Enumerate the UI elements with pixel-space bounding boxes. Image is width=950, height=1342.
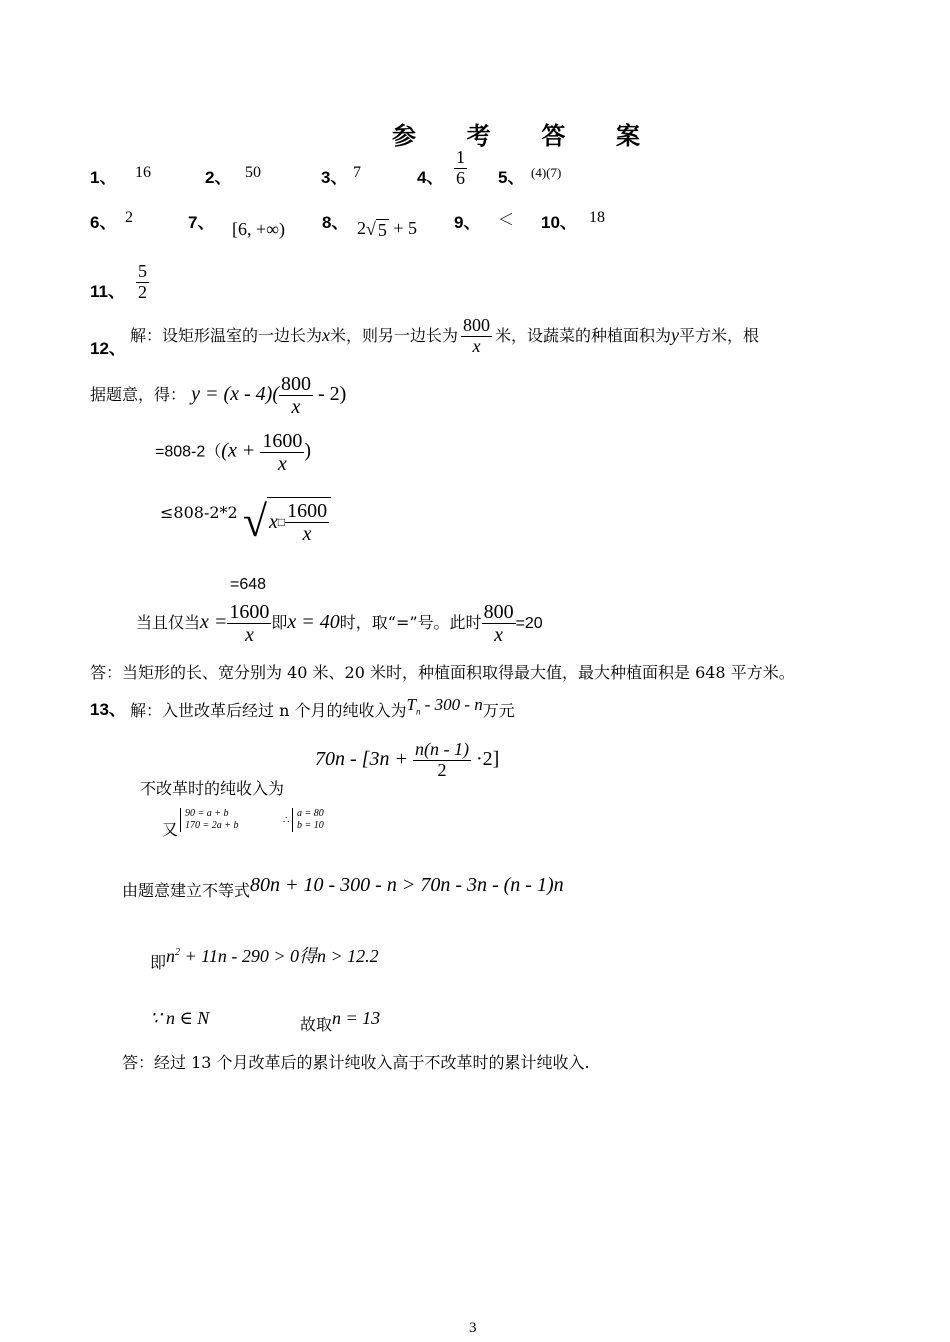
q13-line6 [300,1008,380,1035]
q12-l6-frac800-den: x [494,624,503,646]
q13-T-sub: n [415,706,421,717]
q12-l6-frac1600-den: x [244,624,254,646]
q12-eq1-frac-num: 800 [281,373,311,395]
q4-answer-fraction [454,148,467,189]
q12-l3-frac-num: 1600 [262,430,303,452]
q10-answer: 18 [589,209,605,226]
q9-answer: ＜ [498,212,515,229]
q12-l6-frac1600-num: 1600 [229,601,270,623]
q3-number: 3、 [321,168,348,187]
q12-l4-sqrt: √ x □ $\frac{1600}{x}$ [243,497,331,547]
q5-answer: (4)(7) [531,165,562,180]
q13-because: ∵ n ∈ N [150,1008,210,1028]
q12-eq1-right: - 2) [313,383,347,405]
q13-eq2 [315,740,499,781]
q13-eq2-b: ·2] [470,747,500,770]
q13-therefore: ∴ [283,815,290,826]
q13-answer: 答：经过 13 个月改革后的累计纯收入高于不改革时的累计纯收入. [122,1053,590,1072]
q13-line3-label: 又 [162,820,179,839]
q12-number: 12、 [90,339,126,358]
q12-frac800-den: x [472,335,481,356]
q4-number: 4、 [417,168,444,187]
q13-sys2-row1: a = 80 [297,808,324,819]
q13-ineq2-sup: 2 [175,947,181,958]
q13-inequality: 80n + 10 - 300 - n > 70n - 3n - (n - 1)n [250,874,564,896]
q8-coef: 2 [357,218,366,238]
q13-l6-math: n = 13 [332,1008,381,1028]
q12-l4-frac-num: 1600 [287,500,328,522]
q12-text-c: 米，设蔬菜的种植面积为 [495,325,672,345]
q12-l6-b: 即 [271,613,288,632]
q13-line4 [122,874,564,901]
q13-math-rest: - 300 - n [420,695,483,714]
q13-l4-text: 由题意建立不等式 [122,881,251,900]
q12-l6-c: 时，取“=”号。此时 [339,613,482,632]
q13-sys2-row2: b = 10 [297,820,324,831]
q12-line6 [136,601,543,646]
q12-text-e: 据题意，得： [90,385,187,404]
q12-l6-d: =20 [515,615,543,632]
q12-l6-frac800-num: 800 [483,601,514,623]
q13-eq2-a: 70n - [3n + [315,747,413,770]
q6-number: 6、 [90,213,117,232]
q9-number: 9、 [454,213,481,232]
q13-system2 [292,808,324,832]
page-title: 参 考 答 案 [392,123,663,150]
q12-frac800-num: 800 [463,315,491,335]
q2-answer: 50 [245,164,261,181]
q4-denominator: 6 [456,167,465,188]
q1-number: 1、 [90,168,117,187]
q3-answer: 7 [353,164,361,181]
q13-text-b: 万元 [482,701,515,720]
q12-line1 [130,316,759,357]
q8-tail: + 5 [388,218,418,238]
q13-text-a: 解：入世改革后经过 n 个月的纯收入为 [130,701,407,720]
q12-l3-pre: =808-2（ [155,443,222,461]
q7-answer: [6, +∞) [232,219,285,239]
q12-l3-close: ) [304,439,311,462]
q13-eq2-frac-num: n(n - 1) [414,739,469,759]
q13-sys1-row1: 90 = a + b [185,808,229,819]
q12-text-d: 平方米，根 [679,325,760,345]
q13-ineq2-rest: + 11n - 290 > 0得n > 12.2 [180,946,379,966]
q6-answer: 2 [125,209,133,226]
q12-l4-radicand: x [268,511,278,533]
q13-line2: 不改革时的纯收入为 [140,779,285,798]
q13-l5-text: 即 [150,953,167,972]
q12-eq1-left: y = (x - 4)( [191,383,279,405]
q12-answer: 答：当矩形的长、宽分别为 40 米、20 米时，种植面积取得最大值，最大种植面积是 648 平方米。 [90,663,795,682]
q8-radicand: 5 [377,219,387,240]
q13-line5 [150,942,379,973]
q7-number: 7、 [188,213,215,232]
q13-number: 13、 [90,700,126,719]
q13-system1 [180,808,239,832]
q11-denominator: 2 [138,281,147,302]
q13-ineq2-n: n [166,946,176,966]
q12-var-x: x [322,324,331,345]
q11-number: 11、 [90,282,125,301]
q4-numerator: 1 [456,147,465,167]
q12-l6-x: x = [200,611,228,633]
q12-text-b: 米，则另一边长为 [330,325,459,345]
q12-line3 [155,430,311,475]
q12-var-y: y [671,324,680,345]
q11-answer-fraction [136,262,149,303]
q12-l6-a: 当且仅当 [136,613,201,632]
q13-eq2-frac-den: 2 [437,759,447,780]
q12-text-a: 解：设矩形温室的一边长为 [130,325,323,345]
q8-answer: 2 √ 5 + 5 [357,218,418,240]
q5-number: 5、 [498,168,525,187]
q12-line5: =648 [230,576,267,593]
q10-number: 10、 [541,213,577,232]
q8-number: 8、 [322,213,349,232]
q12-l6-x2: x = 40 [287,611,340,633]
q12-l3-frac-den: x [277,453,287,475]
q12-l3-math: (x + [221,439,261,462]
q12-l4-pre: ≤808-2*2 [160,503,238,522]
q1-answer: 16 [135,164,151,181]
page-number: 3 [469,1320,477,1336]
q2-number: 2、 [205,168,232,187]
q12-line4 [160,497,331,547]
q13-T: T [406,695,416,714]
q13-sys1-row2: 170 = 2a + b [185,820,239,831]
q12-eq1-frac-den: x [291,396,301,418]
q12-l4-frac-den: x [302,523,312,545]
q13-l6-text: 故取 [300,1015,333,1034]
q13-line1 [130,695,515,721]
q12-line2 [90,373,346,418]
q11-numerator: 5 [138,261,147,281]
